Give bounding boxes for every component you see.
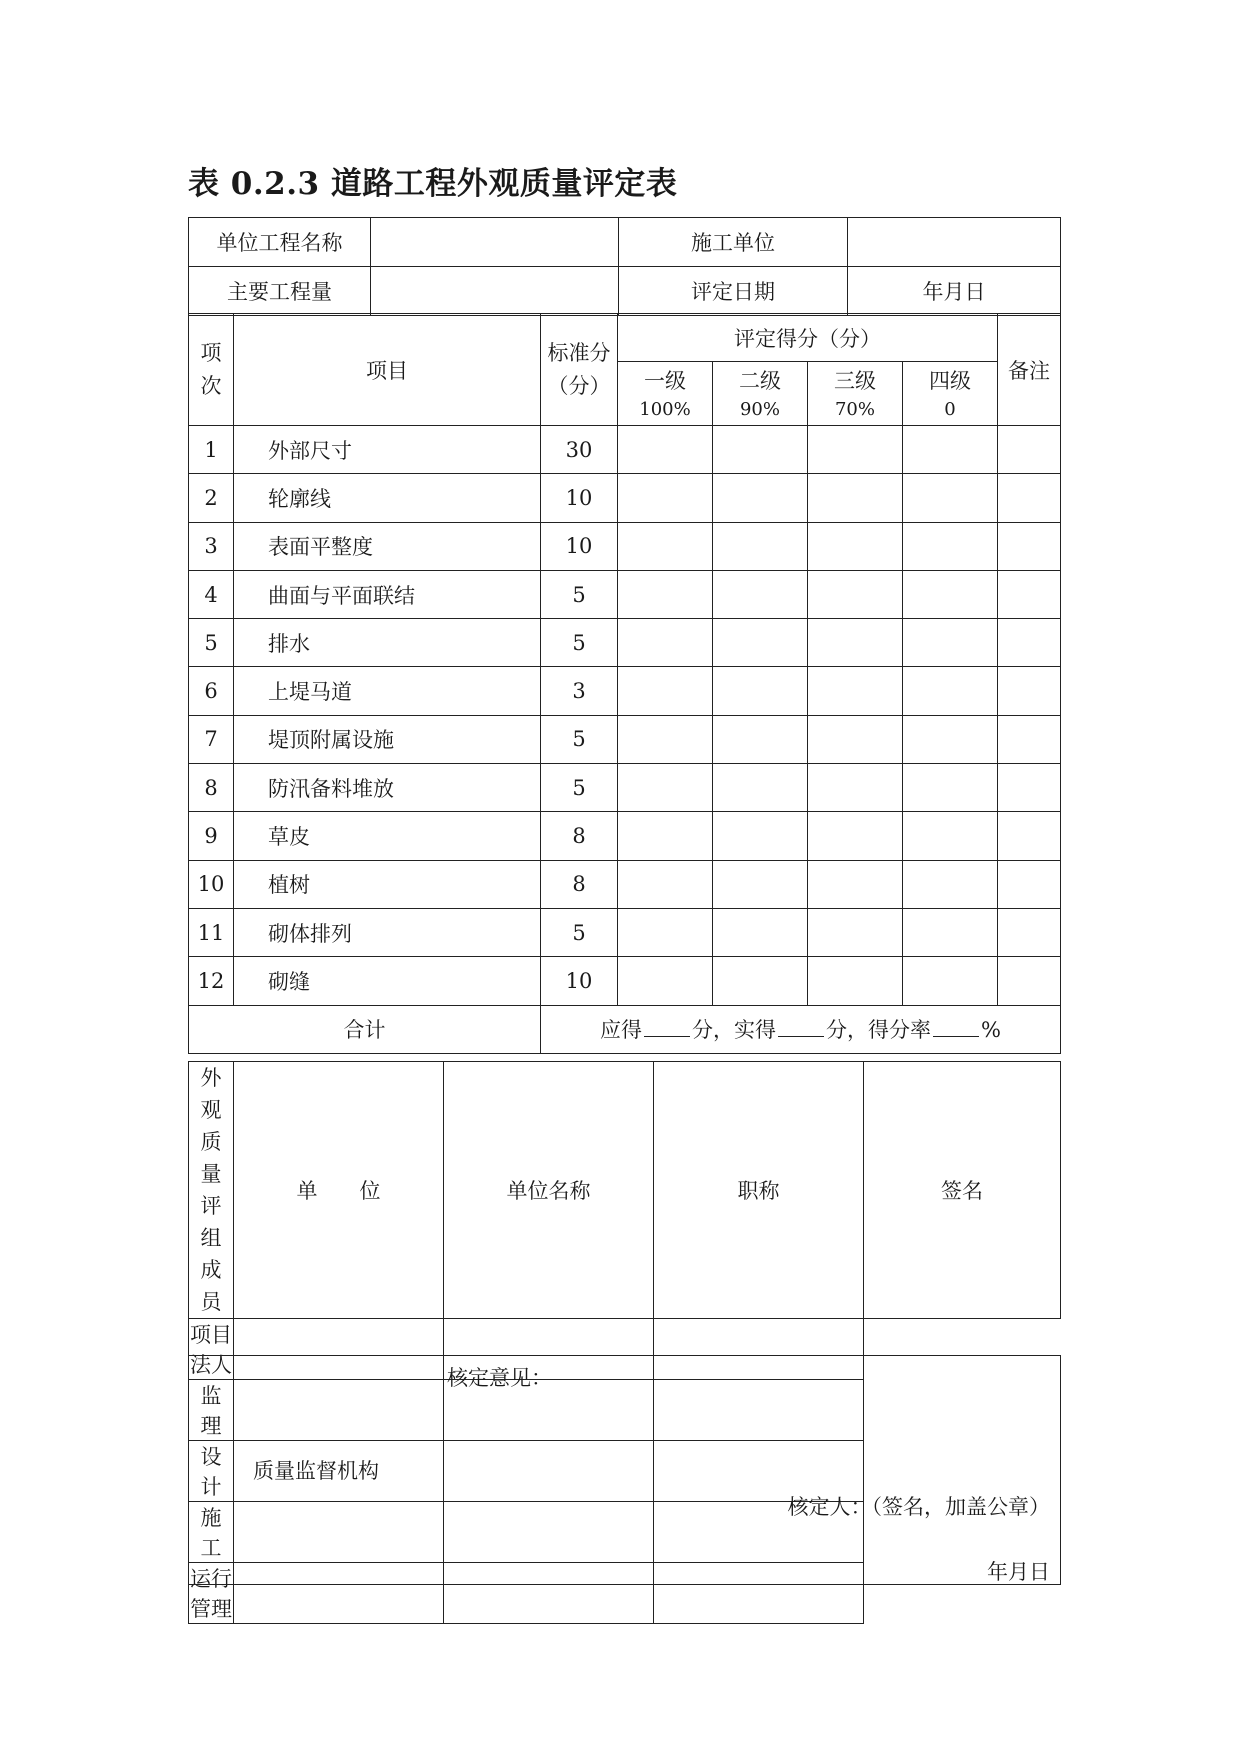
item-name: 防汛备料堆放 xyxy=(234,764,541,812)
col-unit-name-header: 单位名称 xyxy=(444,1062,654,1319)
remark-cell[interactable] xyxy=(998,860,1061,908)
member-role: 项目法人 xyxy=(189,1319,234,1380)
approver-signature-line: 核定人：（签名，加盖公章） xyxy=(787,1495,1050,1519)
item-number: 3 xyxy=(189,522,234,570)
level-4-score-cell[interactable] xyxy=(903,474,998,522)
level-1-score-cell[interactable] xyxy=(618,860,713,908)
score-due-blank[interactable] xyxy=(644,1018,690,1037)
approval-date: 年月日 xyxy=(987,1560,1050,1584)
table-row xyxy=(189,957,1061,1005)
level-1-score-cell[interactable] xyxy=(618,957,713,1005)
level-3-score-cell[interactable] xyxy=(808,426,903,474)
table-row xyxy=(189,908,1061,956)
member-role: 施 工 xyxy=(189,1502,234,1563)
level-3-score-cell[interactable] xyxy=(808,764,903,812)
remark-cell[interactable] xyxy=(998,619,1061,667)
item-number: 1 xyxy=(189,426,234,474)
level-4-score-cell[interactable] xyxy=(903,957,998,1005)
level-2-score-cell[interactable] xyxy=(713,570,808,618)
eval-date-label: 评定日期 xyxy=(619,267,848,316)
level-4-score-cell[interactable] xyxy=(903,860,998,908)
level-2-score-cell[interactable] xyxy=(713,812,808,860)
level-1-score-cell[interactable] xyxy=(618,522,713,570)
remark-cell[interactable] xyxy=(998,957,1061,1005)
construction-unit-label: 施工单位 xyxy=(619,218,848,267)
remark-cell[interactable] xyxy=(998,812,1061,860)
remark-cell[interactable] xyxy=(998,715,1061,763)
level-3-score-cell[interactable] xyxy=(808,860,903,908)
level-1-score-cell[interactable] xyxy=(618,812,713,860)
item-number: 10 xyxy=(189,860,234,908)
supervision-table xyxy=(188,1355,1061,1585)
item-number: 12 xyxy=(189,957,234,1005)
level-4-score-cell[interactable] xyxy=(903,426,998,474)
member-role: 监 理 xyxy=(189,1380,234,1441)
level-4-score-cell[interactable] xyxy=(903,812,998,860)
group-label-char: 质 xyxy=(200,1130,222,1154)
level-4-score-cell[interactable] xyxy=(903,619,998,667)
level-1-score-cell[interactable] xyxy=(618,474,713,522)
level-1-score-cell[interactable] xyxy=(618,715,713,763)
score-header: 评定得分（分） xyxy=(618,314,998,362)
score-actual-blank[interactable] xyxy=(778,1018,824,1037)
score-table xyxy=(188,313,1061,1054)
opinion-cell[interactable] xyxy=(444,1356,1061,1585)
item-standard-score: 5 xyxy=(541,764,618,812)
item-number: 4 xyxy=(189,570,234,618)
item-standard-score: 8 xyxy=(541,812,618,860)
level-2-score-cell[interactable] xyxy=(713,764,808,812)
project-info-table xyxy=(188,217,1061,316)
level-3-score-cell[interactable] xyxy=(808,619,903,667)
table-row xyxy=(189,570,1061,618)
level-2-score-cell[interactable] xyxy=(713,522,808,570)
table-row xyxy=(189,619,1061,667)
item-header: 项目 xyxy=(234,314,541,426)
level-3-score-cell[interactable] xyxy=(808,908,903,956)
level-3-score-cell[interactable] xyxy=(808,715,903,763)
level-4-score-cell[interactable] xyxy=(903,570,998,618)
group-label-char: 成 xyxy=(200,1258,222,1282)
item-number: 11 xyxy=(189,908,234,956)
remark-cell[interactable] xyxy=(998,474,1061,522)
unit-project-field[interactable] xyxy=(371,218,619,267)
level-1-score-cell[interactable] xyxy=(618,764,713,812)
col-title-header: 职称 xyxy=(654,1062,864,1319)
supervision-label: 质量监督机构 xyxy=(189,1356,444,1585)
item-number: 6 xyxy=(189,667,234,715)
std-score-header: 标准分 （分） xyxy=(541,314,618,426)
level-1-score-cell[interactable] xyxy=(618,570,713,618)
item-name: 堤顶附属设施 xyxy=(234,715,541,763)
item-number: 5 xyxy=(189,619,234,667)
remark-cell[interactable] xyxy=(998,908,1061,956)
item-number: 9 xyxy=(189,812,234,860)
item-standard-score: 5 xyxy=(541,908,618,956)
level-2-score-cell[interactable] xyxy=(713,957,808,1005)
level-3-score-cell[interactable] xyxy=(808,474,903,522)
group-label-char: 评 xyxy=(200,1194,222,1218)
member-role: 运行管理 xyxy=(189,1563,234,1624)
level-2-score-cell[interactable] xyxy=(713,715,808,763)
item-name: 表面平整度 xyxy=(234,522,541,570)
member-role: 设 计 xyxy=(189,1441,234,1502)
construction-unit-field[interactable] xyxy=(848,218,1061,267)
remark-cell[interactable] xyxy=(998,570,1061,618)
item-name: 曲面与平面联结 xyxy=(234,570,541,618)
table-row xyxy=(189,860,1061,908)
item-name: 草皮 xyxy=(234,812,541,860)
item-standard-score: 5 xyxy=(541,570,618,618)
table-row xyxy=(189,667,1061,715)
group-label-char: 观 xyxy=(200,1098,222,1122)
col-signature-header: 签名 xyxy=(864,1062,1061,1319)
item-standard-score: 3 xyxy=(541,667,618,715)
opinion-label: 核定意见： xyxy=(447,1366,552,1390)
main-quantity-field[interactable] xyxy=(371,267,619,316)
level-1-score-cell[interactable] xyxy=(618,426,713,474)
remark-cell[interactable] xyxy=(998,522,1061,570)
level-3-score-cell[interactable] xyxy=(808,812,903,860)
total-label: 合计 xyxy=(189,1005,541,1053)
item-standard-score: 10 xyxy=(541,522,618,570)
item-name: 排水 xyxy=(234,619,541,667)
remark-cell[interactable] xyxy=(998,426,1061,474)
level-2-score-cell[interactable] xyxy=(713,426,808,474)
group-label-char: 员 xyxy=(200,1290,222,1314)
seq-header: 项 次 xyxy=(189,314,234,426)
level-4-score-cell[interactable] xyxy=(903,667,998,715)
total-summary: 应得 分，实得 分，得分率 % xyxy=(541,1005,1061,1053)
score-rate-blank[interactable] xyxy=(933,1018,979,1037)
item-standard-score: 10 xyxy=(541,474,618,522)
item-standard-score: 30 xyxy=(541,426,618,474)
level-1-score-cell[interactable] xyxy=(618,667,713,715)
level-2-score-cell[interactable] xyxy=(713,860,808,908)
item-name: 轮廓线 xyxy=(234,474,541,522)
item-name: 植树 xyxy=(234,860,541,908)
item-standard-score: 5 xyxy=(541,619,618,667)
members-group-label xyxy=(189,1062,234,1319)
item-standard-score: 8 xyxy=(541,860,618,908)
remark-header: 备注 xyxy=(998,314,1061,426)
level-3-score-cell[interactable] xyxy=(808,667,903,715)
level-2-score-cell[interactable] xyxy=(713,667,808,715)
table-row xyxy=(189,474,1061,522)
item-name: 外部尺寸 xyxy=(234,426,541,474)
level-2-score-cell[interactable] xyxy=(713,908,808,956)
table-row xyxy=(189,715,1061,763)
item-number: 7 xyxy=(189,715,234,763)
item-name: 上堤马道 xyxy=(234,667,541,715)
remark-cell[interactable] xyxy=(998,764,1061,812)
level-3-score-cell[interactable] xyxy=(808,957,903,1005)
item-name: 砌缝 xyxy=(234,957,541,1005)
item-number: 8 xyxy=(189,764,234,812)
item-number: 2 xyxy=(189,474,234,522)
level-3-score-cell[interactable] xyxy=(808,522,903,570)
group-label-char: 外 xyxy=(200,1066,222,1090)
main-quantity-label: 主要工程量 xyxy=(189,267,371,316)
group-label-char: 量 xyxy=(200,1162,222,1186)
level-4-score-cell[interactable] xyxy=(903,715,998,763)
level-3-score-cell[interactable] xyxy=(808,570,903,618)
level-1-header: 一级 100% xyxy=(618,362,713,426)
level-2-score-cell[interactable] xyxy=(713,619,808,667)
level-1-score-cell[interactable] xyxy=(618,908,713,956)
table-row xyxy=(189,426,1061,474)
level-2-score-cell[interactable] xyxy=(713,474,808,522)
eval-date-field[interactable]: 年月日 xyxy=(848,267,1061,316)
level-3-header: 三级 70% xyxy=(808,362,903,426)
form-title: 表 0.2.3 道路工程外观质量评定表 xyxy=(188,166,678,202)
unit-project-label: 单位工程名称 xyxy=(189,218,371,267)
table-row xyxy=(189,522,1061,570)
col-unit-header: 单 位 xyxy=(234,1062,444,1319)
item-standard-score: 5 xyxy=(541,715,618,763)
table-row xyxy=(189,764,1061,812)
level-4-score-cell[interactable] xyxy=(903,522,998,570)
table-row xyxy=(189,812,1061,860)
item-standard-score: 10 xyxy=(541,957,618,1005)
level-2-header: 二级 90% xyxy=(713,362,808,426)
item-name: 砌体排列 xyxy=(234,908,541,956)
group-label-char: 组 xyxy=(200,1226,222,1250)
level-4-score-cell[interactable] xyxy=(903,908,998,956)
level-4-score-cell[interactable] xyxy=(903,764,998,812)
remark-cell[interactable] xyxy=(998,667,1061,715)
level-1-score-cell[interactable] xyxy=(618,619,713,667)
level-4-header: 四级 0 xyxy=(903,362,998,426)
